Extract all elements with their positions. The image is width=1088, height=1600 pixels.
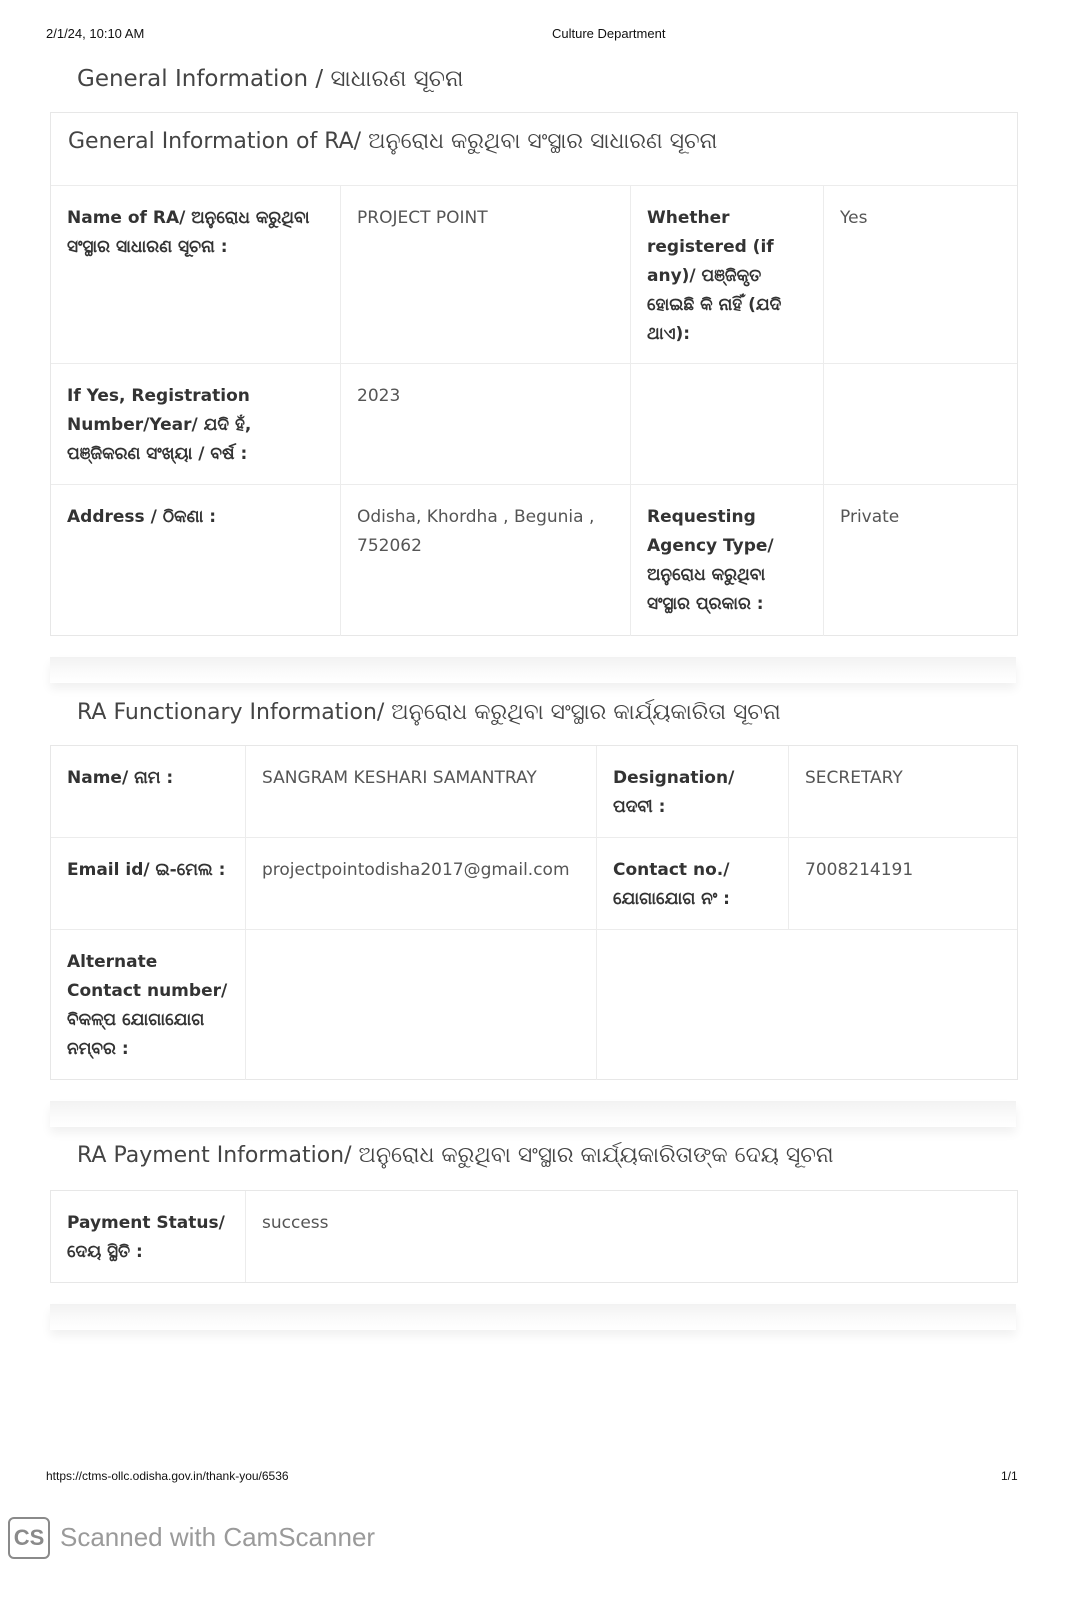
alt-contact-label-cell: [51, 930, 245, 1080]
table-row: [51, 1191, 1017, 1282]
registration-number-value-cell: [340, 364, 630, 485]
designation-value: SECRETARY: [805, 768, 903, 788]
address-value-cell: [340, 485, 630, 636]
payment-status-value-cell: [245, 1191, 1017, 1282]
address-label: Address / ଠିକଣା :: [67, 507, 217, 527]
empty-cell: [823, 364, 1017, 485]
registration-number-label: If Yes, Registration Number/Year/ ଯଦି ହଁ, ପଞ୍ଜିକରଣ ସଂଖ୍ୟା / ବର୍ଷ :: [67, 386, 252, 464]
contact-label: Contact no./ ଯୋଗାଯୋଗ ନଂ :: [613, 860, 730, 909]
registered-label: Whether registered (if any)/ ପଞ୍ଜିକୃତ ହୋଇଛି କି ନାହିଁ (ଯଦି ଥାଏ):: [647, 208, 782, 344]
empty-cell: [596, 930, 1017, 1080]
address-label-cell: [51, 485, 340, 636]
table-row: [51, 185, 1017, 364]
payment-status-value: success: [262, 1213, 329, 1233]
table-row: [51, 929, 1017, 1080]
agency-type-label: Requesting Agency Type/ ଅନୁରୋଧ କରୁଥିବା ସଂସ୍ଥାର ପ୍ରକାର :: [647, 507, 774, 614]
empty-cell: [630, 364, 823, 485]
email-value: projectpointodisha2017@gmail.com: [262, 860, 570, 880]
payment-card: [50, 1190, 1018, 1283]
print-url: https://ctms-ollc.odisha.gov.in/thank-you/6536: [46, 1469, 289, 1483]
email-label-cell: [51, 838, 245, 930]
table-row: [51, 363, 1017, 485]
contact-value: 7008214191: [805, 860, 914, 880]
registration-number-label-cell: [51, 364, 340, 485]
camscanner-logo-icon: CS: [8, 1517, 50, 1559]
payment-status-label: Payment Status/ ଦେୟ ସ୍ଥିତି :: [67, 1213, 225, 1262]
camscanner-watermark: Scanned with CamScanner: [60, 1522, 376, 1552]
general-info-card: [50, 112, 1018, 636]
section-divider: [50, 1101, 1016, 1127]
payment-status-label-cell: [51, 1191, 245, 1282]
registration-number-value: 2023: [357, 386, 401, 406]
alt-contact-label: Alternate Contact number/ ବିକଳ୍ପ ଯୋଗାଯୋଗ ନମ୍ବର :: [67, 952, 228, 1059]
print-title: Culture Department: [552, 26, 666, 41]
functionary-card: [50, 745, 1018, 1080]
registered-value-cell: [823, 186, 1017, 364]
page-title: General Information / ସାଧାରଣ ସୂଚନା: [77, 66, 464, 92]
print-datetime: 2/1/24, 10:10 AM: [46, 26, 145, 41]
payment-heading: RA Payment Information/ ଅନୁରୋଧ କରୁଥିବା ସଂସ୍ଥାର କାର୍ଯ୍ୟକାରିତାଙ୍କ ଦେୟ ସୂଚନା: [77, 1143, 834, 1168]
registered-value: Yes: [840, 208, 868, 228]
designation-label: Designation/ ପଦବୀ :: [613, 768, 735, 817]
page-number: 1/1: [1001, 1469, 1018, 1483]
functionary-heading: RA Functionary Information/ ଅନୁରୋଧ କରୁଥିବା ସଂସ୍ଥାର କାର୍ଯ୍ୟକାରିତା ସୂଚନା: [77, 700, 781, 725]
email-value-cell: [245, 838, 596, 930]
contact-label-cell: [596, 838, 788, 930]
table-row: [51, 837, 1017, 930]
name-of-ra-value: PROJECT POINT: [357, 208, 488, 228]
name-of-ra-label-cell: [51, 186, 340, 364]
name-value: SANGRAM KESHARI SAMANTRAY: [262, 768, 537, 788]
alt-contact-value-cell: [245, 930, 596, 1080]
email-label: Email id/ ଇ-ମେଲ :: [67, 860, 226, 880]
agency-type-value-cell: [823, 485, 1017, 636]
table-row: [51, 746, 1017, 837]
table-row: [51, 484, 1017, 636]
name-label: Name/ ନାମ :: [67, 768, 174, 788]
name-of-ra-label: Name of RA/ ଅନୁରୋଧ କରୁଥିବା ସଂସ୍ଥାର ସାଧାରଣ ସୂଚନା :: [67, 208, 310, 257]
contact-value-cell: [788, 838, 1017, 930]
designation-value-cell: [788, 746, 1017, 837]
section-divider: [50, 1304, 1016, 1330]
address-value: Odisha, Khordha , Begunia , 752062: [357, 507, 595, 556]
name-label-cell: [51, 746, 245, 837]
registered-label-cell: [630, 186, 823, 364]
name-of-ra-value-cell: [340, 186, 630, 364]
agency-type-label-cell: [630, 485, 823, 636]
agency-type-value: Private: [840, 507, 900, 527]
name-value-cell: [245, 746, 596, 837]
designation-label-cell: [596, 746, 788, 837]
section-divider: [50, 657, 1016, 683]
general-info-title: General Information of RA/ ଅନୁରୋଧ କରୁଥିବା ସଂସ୍ଥାର ସାଧାରଣ ସୂଚନା: [68, 129, 718, 154]
